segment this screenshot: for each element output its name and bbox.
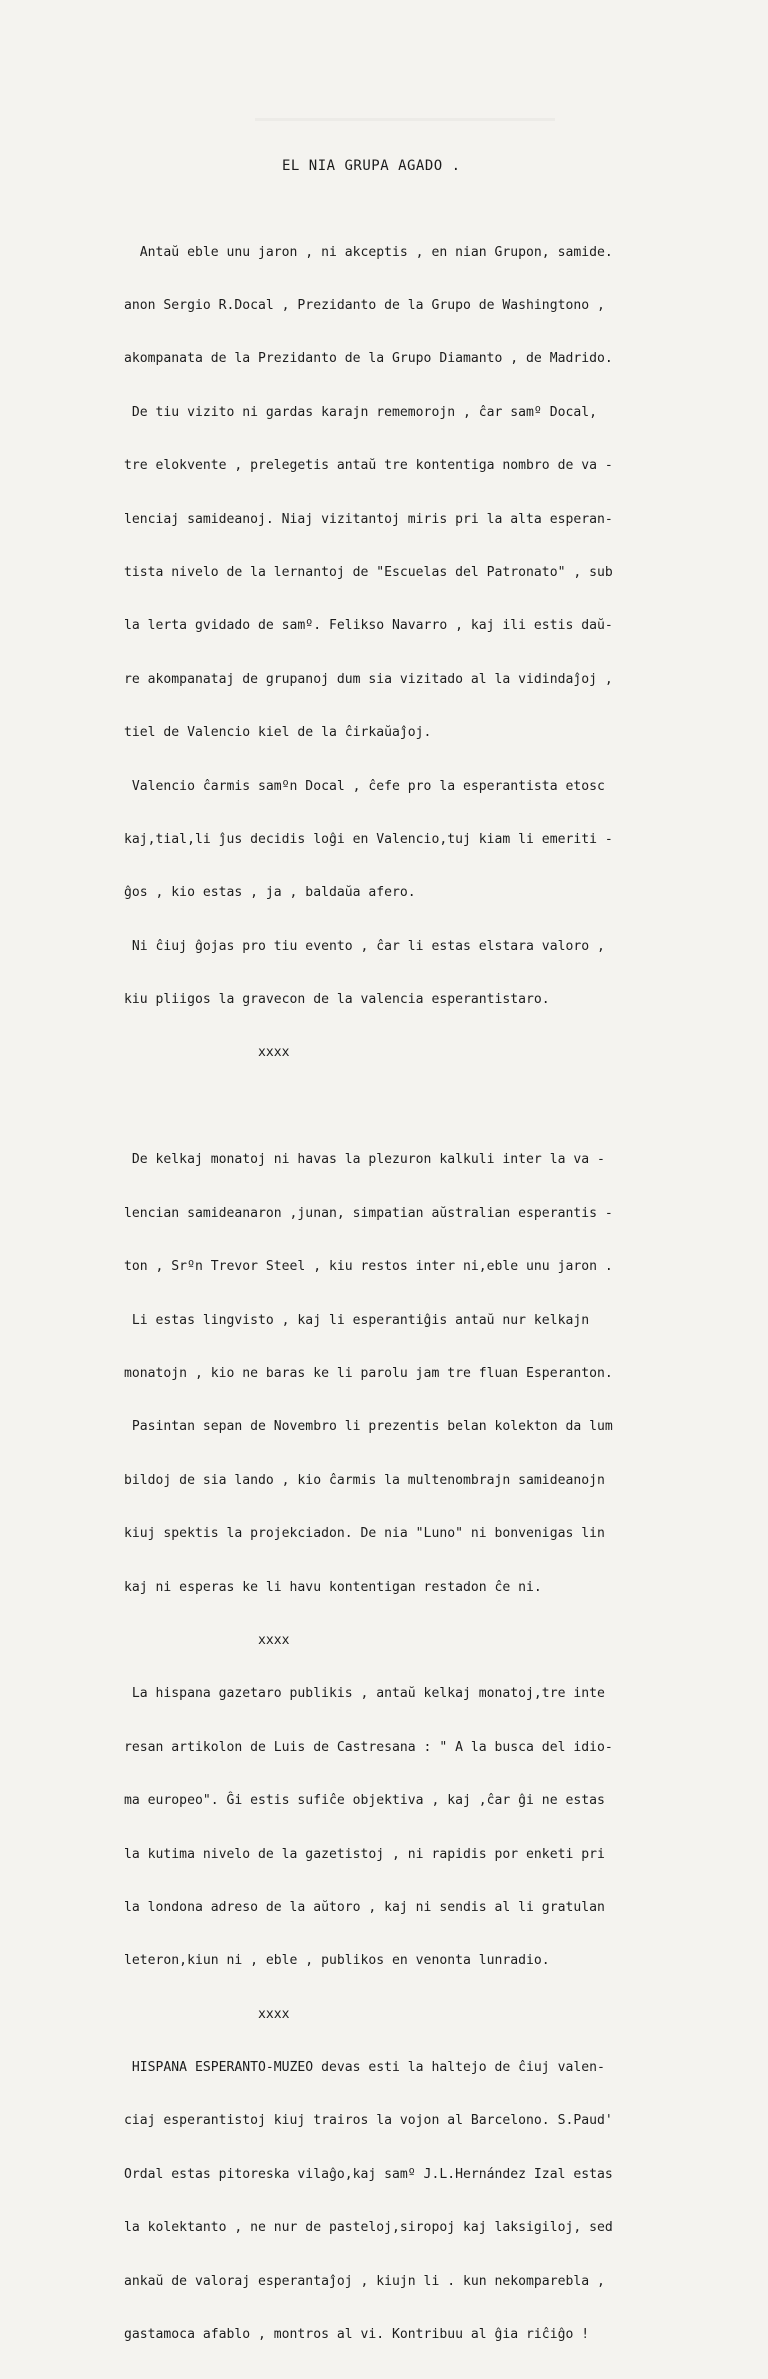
section-separator: xxxx: [124, 1632, 290, 1648]
text-line: kiu pliigos la gravecon de la valencia esperantistaro.: [124, 992, 550, 1008]
text-line: ĝos , kio estas , ja , baldaŭa afero.: [124, 885, 416, 901]
text-line: kiuj spektis la projekciadon. De nia "Luno" ni bonvenigas lin: [124, 1526, 605, 1542]
text-line: La hispana gazetaro publikis , antaŭ kelkaj monatoj,tre inte: [124, 1686, 605, 1702]
text-line: Antaŭ eble unu jaron , ni akceptis , en nian Grupon, samide.: [124, 244, 613, 260]
section-separator: xxxx: [124, 2006, 290, 2022]
bleed-through-shadow: [255, 118, 555, 121]
text-line: Ni ĉiuj ĝojas pro tiu evento , ĉar li estas elstara valoro ,: [124, 938, 605, 954]
text-line: la kutima nivelo de la gazetistoj , ni rapidis por enketi pri: [124, 1846, 605, 1862]
text-line: la lerta gvidado de samº. Felikso Navarro , kaj ili estis daŭ-: [124, 618, 613, 634]
text-line: lencian samideanaron ,junan, simpatian aŭstralian esperantis -: [124, 1205, 613, 1221]
text-line: ankaŭ de valoraj esperantaĵoj , kiujn li . kun nekomparebla ,: [124, 2273, 605, 2289]
text-line: la kolektanto , ne nur de pasteloj,siropoj kaj laksigiloj, sed: [124, 2220, 613, 2236]
text-line: tista nivelo de la lernantoj de "Escuelas del Patronato" , sub: [124, 564, 613, 580]
text-line: De tiu vizito ni gardas karajn rememorojn , ĉar samº Docal,: [124, 404, 597, 420]
text-line: re akompanataj de grupanoj dum sia vizitado al la vidindaĵoj ,: [124, 671, 613, 687]
text-line: kaj ni esperas ke li havu kontentigan restadon ĉe ni.: [124, 1579, 542, 1595]
text-line: la londona adreso de la aŭtoro , kaj ni sendis al li gratulan: [124, 1899, 605, 1915]
text-line: tiel de Valencio kiel de la ĉirkaŭaĵoj.: [124, 725, 432, 741]
text-line: Pasintan sepan de Novembro li prezentis belan kolekton da lum: [124, 1419, 613, 1435]
text-line: bildoj de sia lando , kio ĉarmis la multenombrajn samideanojn: [124, 1472, 605, 1488]
text-line: tre elokvente , prelegetis antaŭ tre kontentiga nombro de va -: [124, 458, 613, 474]
text-line: Ordal estas pitoreska vilaĝo,kaj samº J.L.Hernández Izal estas: [124, 2166, 613, 2182]
text-line: lenciaj samideanoj. Niaj vizitantoj miris pri la alta esperan-: [124, 511, 613, 527]
section-separator: xxxx: [124, 1045, 290, 1061]
text-line: ciaj esperantistoj kiuj trairos la vojon al Barcelono. S.Paud': [124, 2113, 613, 2129]
text-line: anon Sergio R.Docal , Prezidanto de la Grupo de Washingtono ,: [124, 297, 605, 313]
text-line: kaj,tial,li ĵus decidis loĝi en Valencio,tuj kiam li emeriti -: [124, 831, 613, 847]
text-line: gastamoca afablo , montros al vi. Kontribuu al ĝia riĉiĝo !: [124, 2327, 590, 2343]
text-line: leteron,kiun ni , eble , publikos en venonta lunradio.: [124, 1953, 550, 1969]
text-line: HISPANA ESPERANTO-MUZEO devas esti la haltejo de ĉiuj valen-: [124, 2060, 605, 2076]
blank-line: [124, 1098, 724, 1116]
text-line: ma europeo". Ĝi estis sufiĉe objektiva , kaj ,ĉar ĝi ne estas: [124, 1793, 605, 1809]
text-line: De kelkaj monatoj ni havas la plezuron kalkuli inter la va -: [124, 1152, 605, 1168]
text-line: akompanata de la Prezidanto de la Grupo Diamanto , de Madrido.: [124, 351, 613, 367]
document-body: [124, 208, 724, 2379]
text-line: ton , Srºn Trevor Steel , kiu restos inter ni,eble unu jaron .: [124, 1259, 613, 1275]
text-line: resan artikolon de Luis de Castresana : " A la busca del idio-: [124, 1739, 613, 1755]
text-line: Li estas lingvisto , kaj li esperantiĝis antaŭ nur kelkajn: [124, 1312, 590, 1328]
page-title: EL NIA GRUPA AGADO .: [282, 158, 461, 174]
text-line: Valencio ĉarmis samºn Docal , ĉefe pro la esperantista etosc: [124, 778, 605, 794]
text-line: monatojn , kio ne baras ke li parolu jam tre fluan Esperanton.: [124, 1366, 613, 1381]
